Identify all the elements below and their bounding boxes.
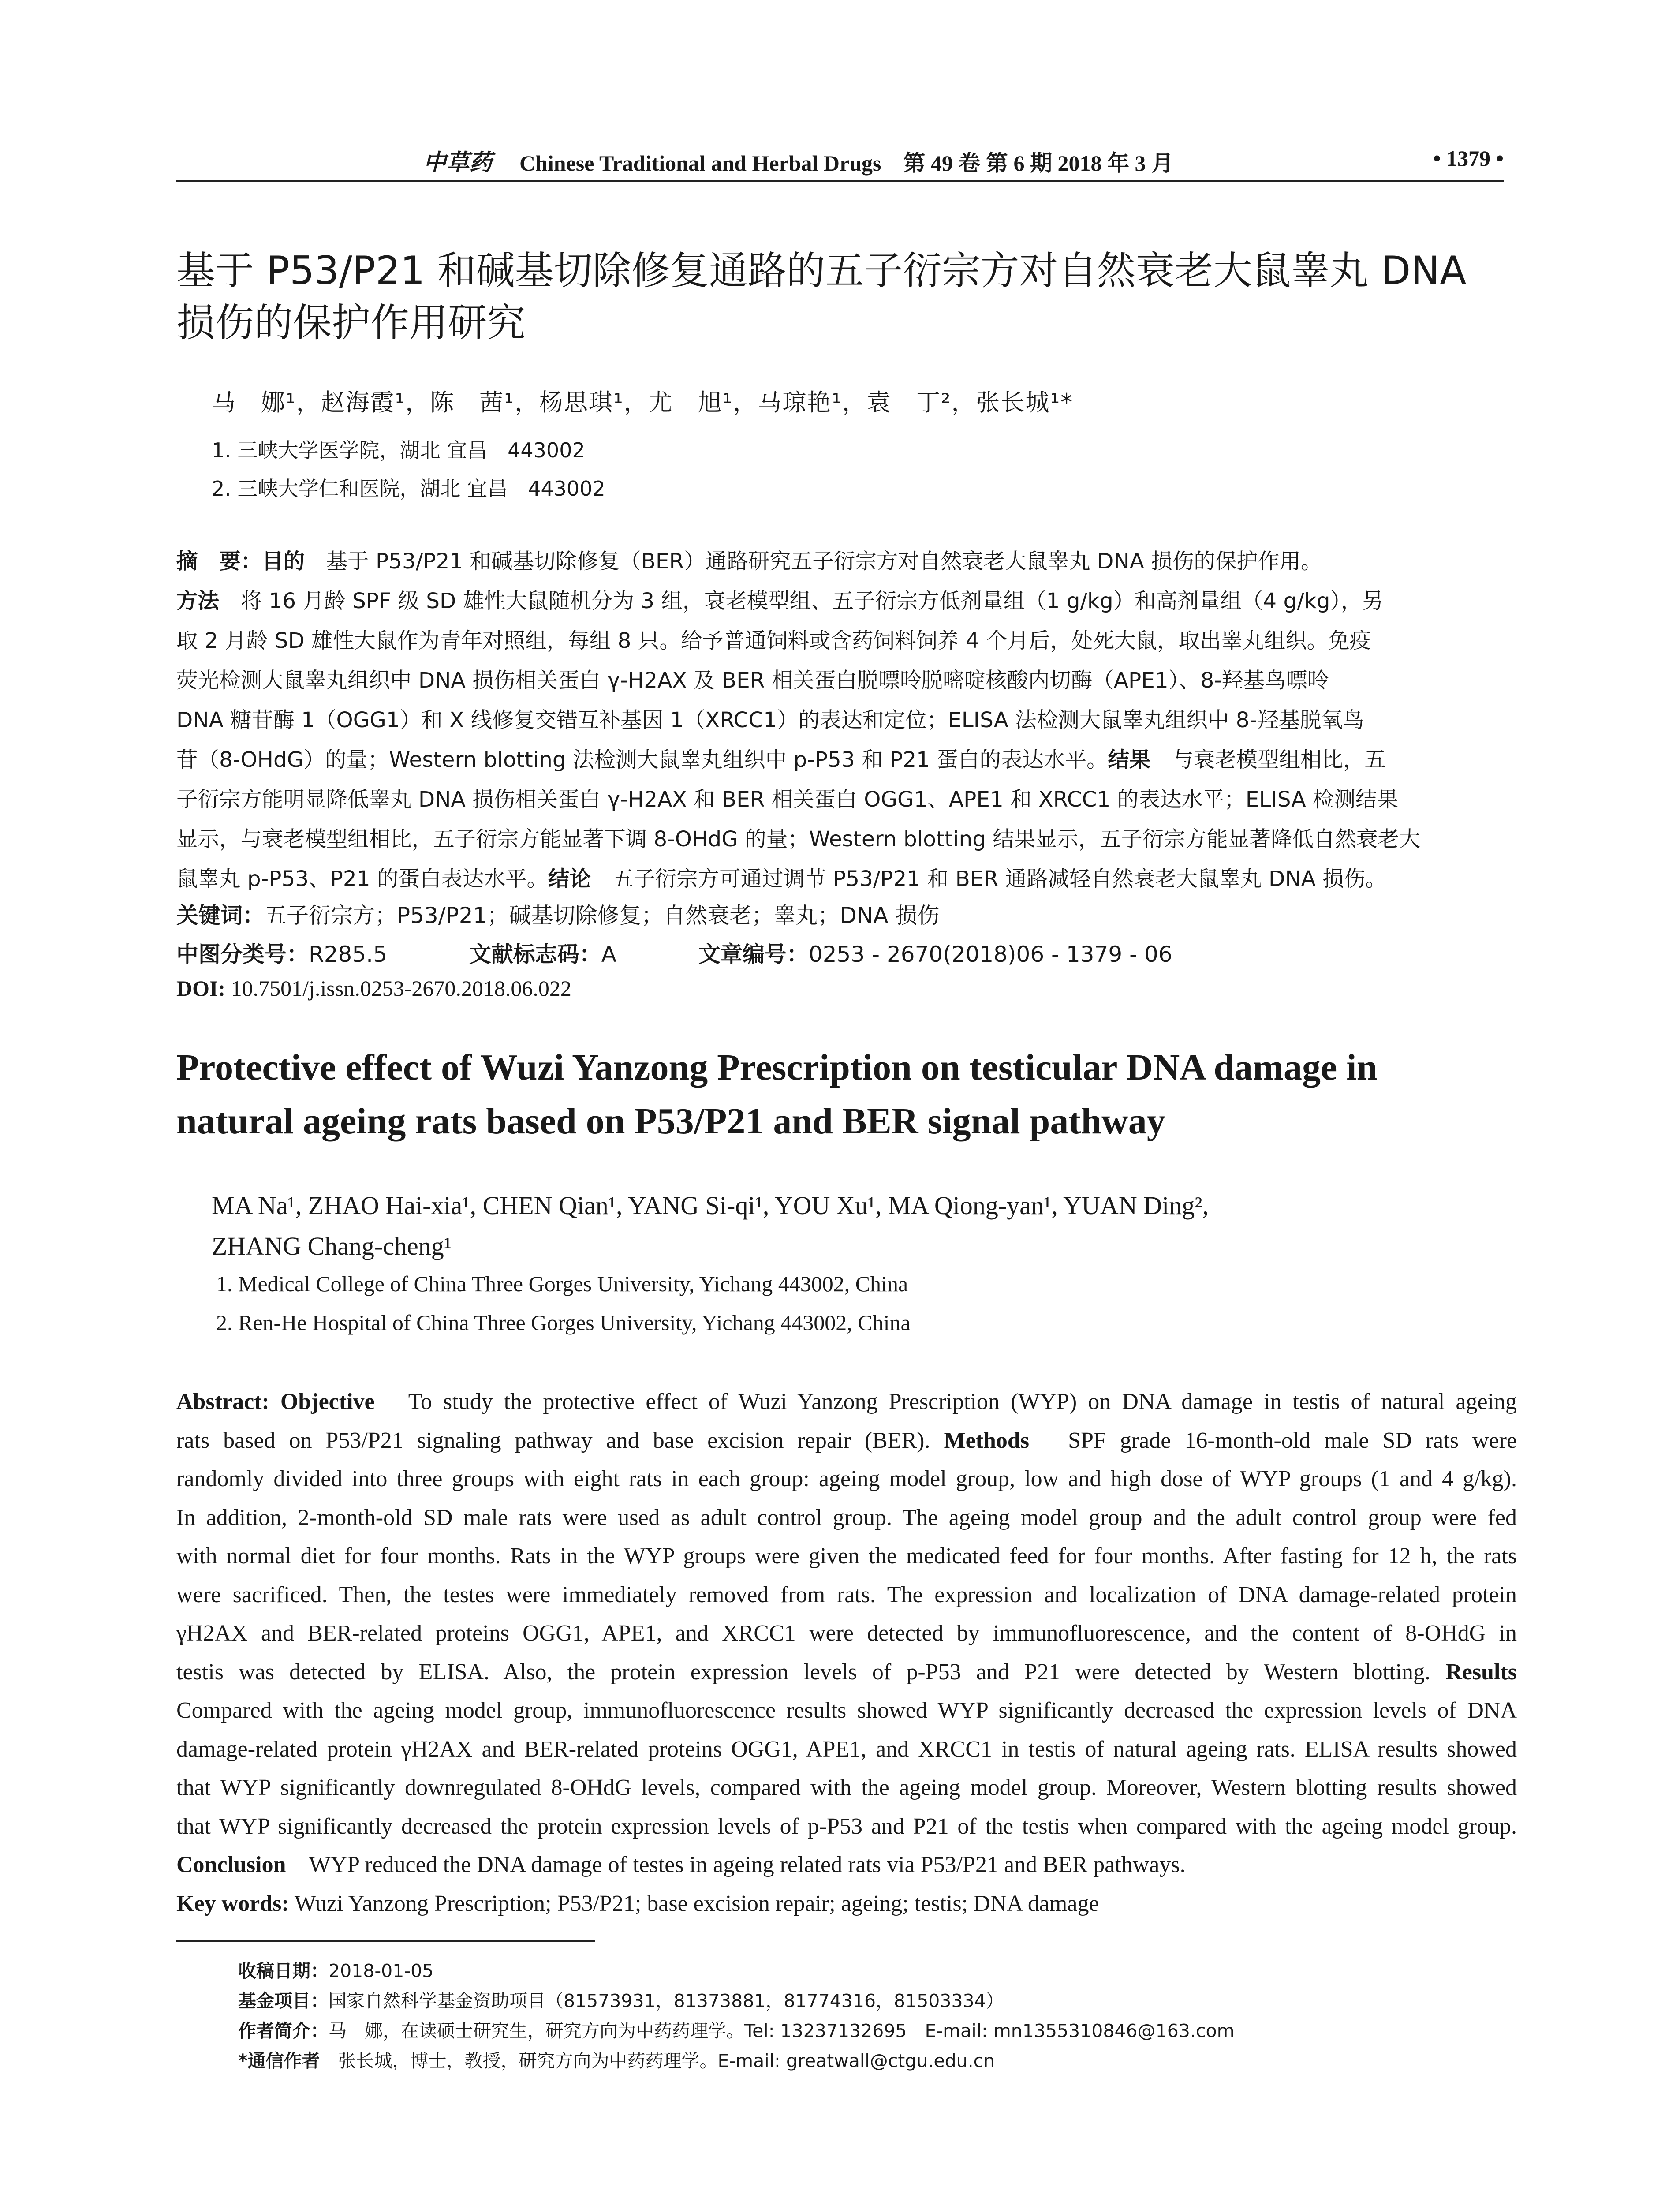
cn-keywords: 关键词：五子衍宗方；P53/P21；碱基切除修复；自然衰老；睾丸；DNA 损伤 [176,903,940,928]
chinese-title [176,245,1508,349]
doi: DOI: 10.7501/j.issn.0253-2670.2018.06.022 [176,976,571,1001]
en-keywords-label: Key words: [176,1891,289,1916]
cn-abstract-line: 方法 将 16 月龄 SPF 级 SD 雄性大鼠随机分为 3 组，衰老模型组、五子衍宗方低剂量组（1 g/kg）和高剂量组（4 g/kg），另 [176,589,1384,613]
en-abstract-line: randomly divided into three groups with eight rats in each group: ageing model group, low and high dose of WYP groups (1 and 4 g/kg). [176,1466,1517,1491]
journal-logo: 中草药 [423,150,493,176]
page-number: • 1379 • [1433,146,1504,171]
english-title-line-2: natural ageing rats based on P53/P21 and BER signal pathway [176,1101,1165,1142]
english-abstract [176,1383,1517,1923]
en-abstract-line: γH2AX and BER-related proteins OGG1, APE1, and XRCC1 were detected by immunofluorescence, and the content of 8-OHdG in [176,1621,1517,1646]
running-head [176,140,1504,182]
en-abstract-line: with normal diet for four months. Rats in the WYP groups were given the medicated feed for four months. After fasting for 12 h, the rats [176,1544,1517,1569]
en-abstract-line: Abstract: Objective To study the protective effect of Wuzi Yanzong Prescription (WYP) on DNA damage in testis of natural ageing [176,1389,1517,1414]
cn-conclusion-label: 结论 [548,867,591,891]
cn-objective-label: 目的 [262,549,305,574]
chinese-abstract [176,542,1517,899]
english-title-line-1: Protective effect of Wuzi Yanzong Prescription on testicular DNA damage in [176,1047,1378,1088]
cn-classification: 中图分类号：R285.5 文献标志码：A 文章编号：0253 - 2670(2018)06 - 1379 - 06 [176,942,1172,967]
english-affiliation-1: 1. Medical College of China Three Gorges University, Yichang 443002, China [216,1271,908,1296]
english-authors: MA Na¹, ZHAO Hai-xia¹, CHEN Qian¹, YANG Si-qi¹, YOU Xu¹, MA Qiong-yan¹, YUAN Ding², ZHANG Chang-cheng¹ [212,1191,1209,1260]
cn-abstract-line: 显示，与衰老模型组相比，五子衍宗方能显著下调 8-OHdG 的量；Western blotting 结果显示，五子衍宗方能显著降低自然衰老大 [176,827,1421,852]
en-abstract-line: In addition, 2-month-old SD male rats were used as adult control group. The ageing model group and the adult control group were fed [176,1505,1517,1530]
english-title [176,1041,1508,1148]
en-abstract-line: Compared with the ageing model group, immunofluorescence results showed WYP significantly decreased the expression levels of DNA [176,1698,1517,1723]
chinese-title-line-2: 损伤的保护作用研究 [176,300,526,345]
footnote-received: 收稿日期：2018-01-05 [238,1960,434,1981]
cn-results-label: 结果 [1108,747,1151,772]
footnote-fund: 基金项目：国家自然科学基金资助项目（81573931，81373881，81774316，81503334） [238,1990,1004,2011]
chinese-authors: 马 娜¹，赵海霞¹，陈 茜¹，杨思琪¹，尤 旭¹，马琼艳¹，袁 丁²，张长城¹* [212,389,1074,416]
chinese-title-line-1: 基于 P53/P21 和碱基切除修复通路的五子衍宗方对自然衰老大鼠睾丸 DNA [176,248,1467,293]
cn-abstract-line: 子衍宗方能明显降低睾丸 DNA 损伤相关蛋白 γ-H2AX 和 BER 相关蛋白 OGG1、APE1 和 XRCC1 的表达水平；ELISA 检测结果 [176,787,1398,812]
cn-abstract-line: 荧光检测大鼠睾丸组织中 DNA 损伤相关蛋白 γ-H2AX 及 BER 相关蛋白脱嘌呤脱嘧啶核酸内切酶（APE1）、8-羟基鸟嘌呤 [176,668,1329,693]
en-abstract-line: were sacrificed. Then, the testes were immediately removed from rats. The expression and localization of DNA damage-related protein [176,1582,1517,1607]
en-abstract-line: that WYP significantly downregulated 8-OHdG levels, compared with the ageing model group. Moreover, Western blotting results showed [176,1775,1517,1800]
en-abstract-line: testis was detected by ELISA. Also, the protein expression levels of p-P53 and P21 were detected by Western blotting. Results [176,1659,1517,1685]
cn-abstract-line: 鼠睾丸 p-P53、P21 的蛋白表达水平。结论 五子衍宗方可通过调节 P53/P21 和 BER 通路减轻自然衰老大鼠睾丸 DNA 损伤。 [176,867,1387,891]
en-abstract-line: that WYP significantly decreased the protein expression levels of p-P53 and P21 of the testis when compared with the ageing model group. [176,1813,1517,1839]
cn-abstract-label: 摘 要： [176,549,262,574]
en-methods-label: Methods [944,1428,1030,1453]
en-abstract-line: damage-related protein γH2AX and BER-related proteins OGG1, APE1, and XRCC1 in testis of natural ageing rats. ELISA results showed [176,1736,1517,1762]
cn-abstract-line: DNA 糖苷酶 1（OGG1）和 X 线修复交错互补基因 1（XRCC1）的表达和定位；ELISA 法检测大鼠睾丸组织中 8-羟基脱氧鸟 [176,708,1364,733]
cn-abstract-line: 摘 要：目的 基于 P53/P21 和碱基切除修复（BER）通路研究五子衍宗方对自然衰老大鼠睾丸 DNA 损伤的保护作用。 [176,549,1322,574]
chinese-affiliation-1: 1. 三峡大学医学院，湖北 宜昌 443002 [212,438,585,462]
cn-abstract-line: 苷（8-OHdG）的量；Western blotting 法检测大鼠睾丸组织中 p-P53 和 P21 蛋白的表达水平。结果 与衰老模型组相比，五 [176,747,1386,772]
footnote-author: 作者简介：马 娜，在读硕士研究生，研究方向为中药药理学。Tel: 13237132695 E-mail: mn1355310846@163.com [238,2020,1235,2041]
journal-info: Chinese Traditional and Herbal Drugs 第 49 卷 第 6 期 2018 年 3 月 [519,151,1173,176]
en-objective-label: Abstract: Objective [176,1389,375,1414]
en-conclusion-label: Conclusion [176,1852,286,1877]
english-affiliation-2: 2. Ren-He Hospital of China Three Gorges University, Yichang 443002, China [216,1310,911,1335]
en-keywords: Key words: Wuzi Yanzong Prescription; P53/P21; base excision repair; ageing; testis; DNA damage [176,1891,1099,1916]
footnote-rule [176,1940,595,1942]
cn-methods-label: 方法 [176,589,220,613]
chinese-affiliation-2: 2. 三峡大学仁和医院，湖北 宜昌 443002 [212,477,605,501]
en-results-label: Results [1445,1659,1517,1685]
en-abstract-line: Conclusion WYP reduced the DNA damage of testes in ageing related rats via P53/P21 and BER pathways. [176,1852,1186,1877]
en-abstract-line: rats based on P53/P21 signaling pathway and base excision repair (BER). Methods SPF grade 16-month-old male SD rats were [176,1428,1517,1453]
footnote-corresponding: *通信作者 张长城，博士，教授，研究方向为中药药理学。E-mail: greatwall@ctgu.edu.cn [238,2050,995,2071]
cn-abstract-line: 取 2 月龄 SD 雄性大鼠作为青年对照组，每组 8 只。给予普通饲料或含药饲料饲养 4 个月后，处死大鼠，取出睾丸组织。免疫 [176,628,1371,653]
